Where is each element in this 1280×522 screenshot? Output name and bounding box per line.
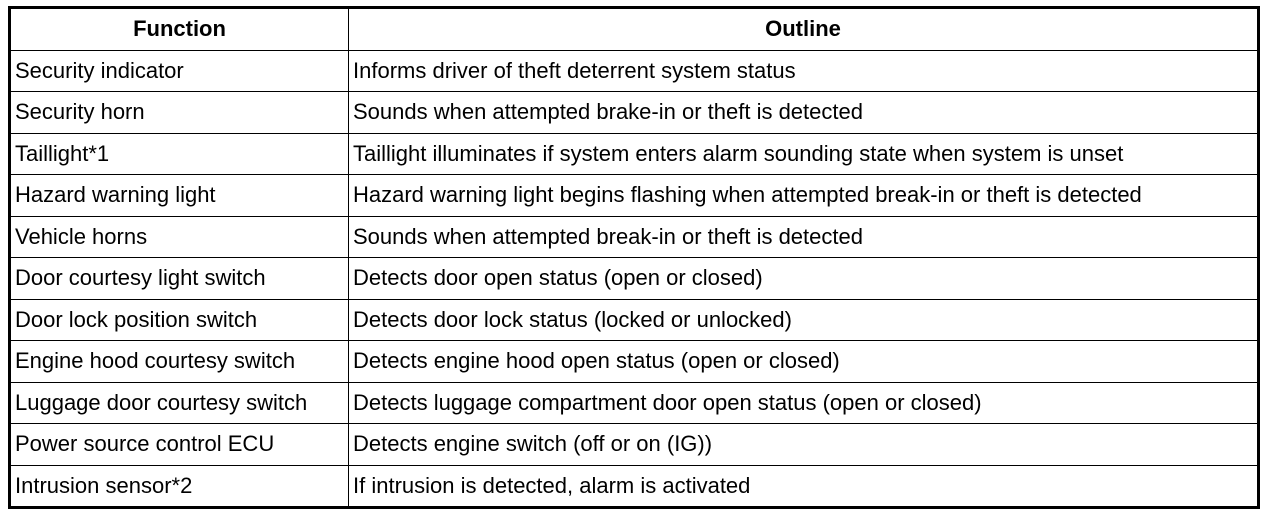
- table-row: [10, 175, 1259, 217]
- outline-cell: Detects luggage compartment door open status (open or closed): [349, 382, 1259, 424]
- table-row: [10, 258, 1259, 300]
- function-cell: Door lock position switch: [10, 299, 349, 341]
- table-row: [10, 341, 1259, 383]
- function-cell: Engine hood courtesy switch: [10, 341, 349, 383]
- table-row: [10, 382, 1259, 424]
- function-cell: Luggage door courtesy switch: [10, 382, 349, 424]
- table-row: [10, 465, 1259, 508]
- table-header-row: [10, 8, 1259, 51]
- table-row: [10, 424, 1259, 466]
- outline-cell: Informs driver of theft deterrent system status: [349, 50, 1259, 92]
- header-function: Function: [10, 8, 349, 51]
- function-cell: Intrusion sensor*2: [10, 465, 349, 508]
- function-cell: Hazard warning light: [10, 175, 349, 217]
- outline-cell: Detects door lock status (locked or unlocked): [349, 299, 1259, 341]
- function-cell: Door courtesy light switch: [10, 258, 349, 300]
- function-cell: Taillight*1: [10, 133, 349, 175]
- function-cell: Security indicator: [10, 50, 349, 92]
- table-row: [10, 50, 1259, 92]
- outline-cell: Hazard warning light begins flashing when attempted break-in or theft is detected: [349, 175, 1259, 217]
- function-cell: Power source control ECU: [10, 424, 349, 466]
- table-row: [10, 216, 1259, 258]
- function-cell: Vehicle horns: [10, 216, 349, 258]
- outline-cell: Detects engine hood open status (open or closed): [349, 341, 1259, 383]
- outline-cell: Detects engine switch (off or on (IG)): [349, 424, 1259, 466]
- function-table-container: [8, 6, 1257, 509]
- outline-cell: Taillight illuminates if system enters alarm sounding state when system is unset: [349, 133, 1259, 175]
- function-outline-table: [8, 6, 1260, 509]
- outline-cell: Sounds when attempted break-in or theft is detected: [349, 216, 1259, 258]
- header-outline: Outline: [349, 8, 1259, 51]
- outline-cell: If intrusion is detected, alarm is activated: [349, 465, 1259, 508]
- table-row: [10, 299, 1259, 341]
- outline-cell: Sounds when attempted brake-in or theft is detected: [349, 92, 1259, 134]
- function-cell: Security horn: [10, 92, 349, 134]
- table-row: [10, 92, 1259, 134]
- outline-cell: Detects door open status (open or closed): [349, 258, 1259, 300]
- table-row: [10, 133, 1259, 175]
